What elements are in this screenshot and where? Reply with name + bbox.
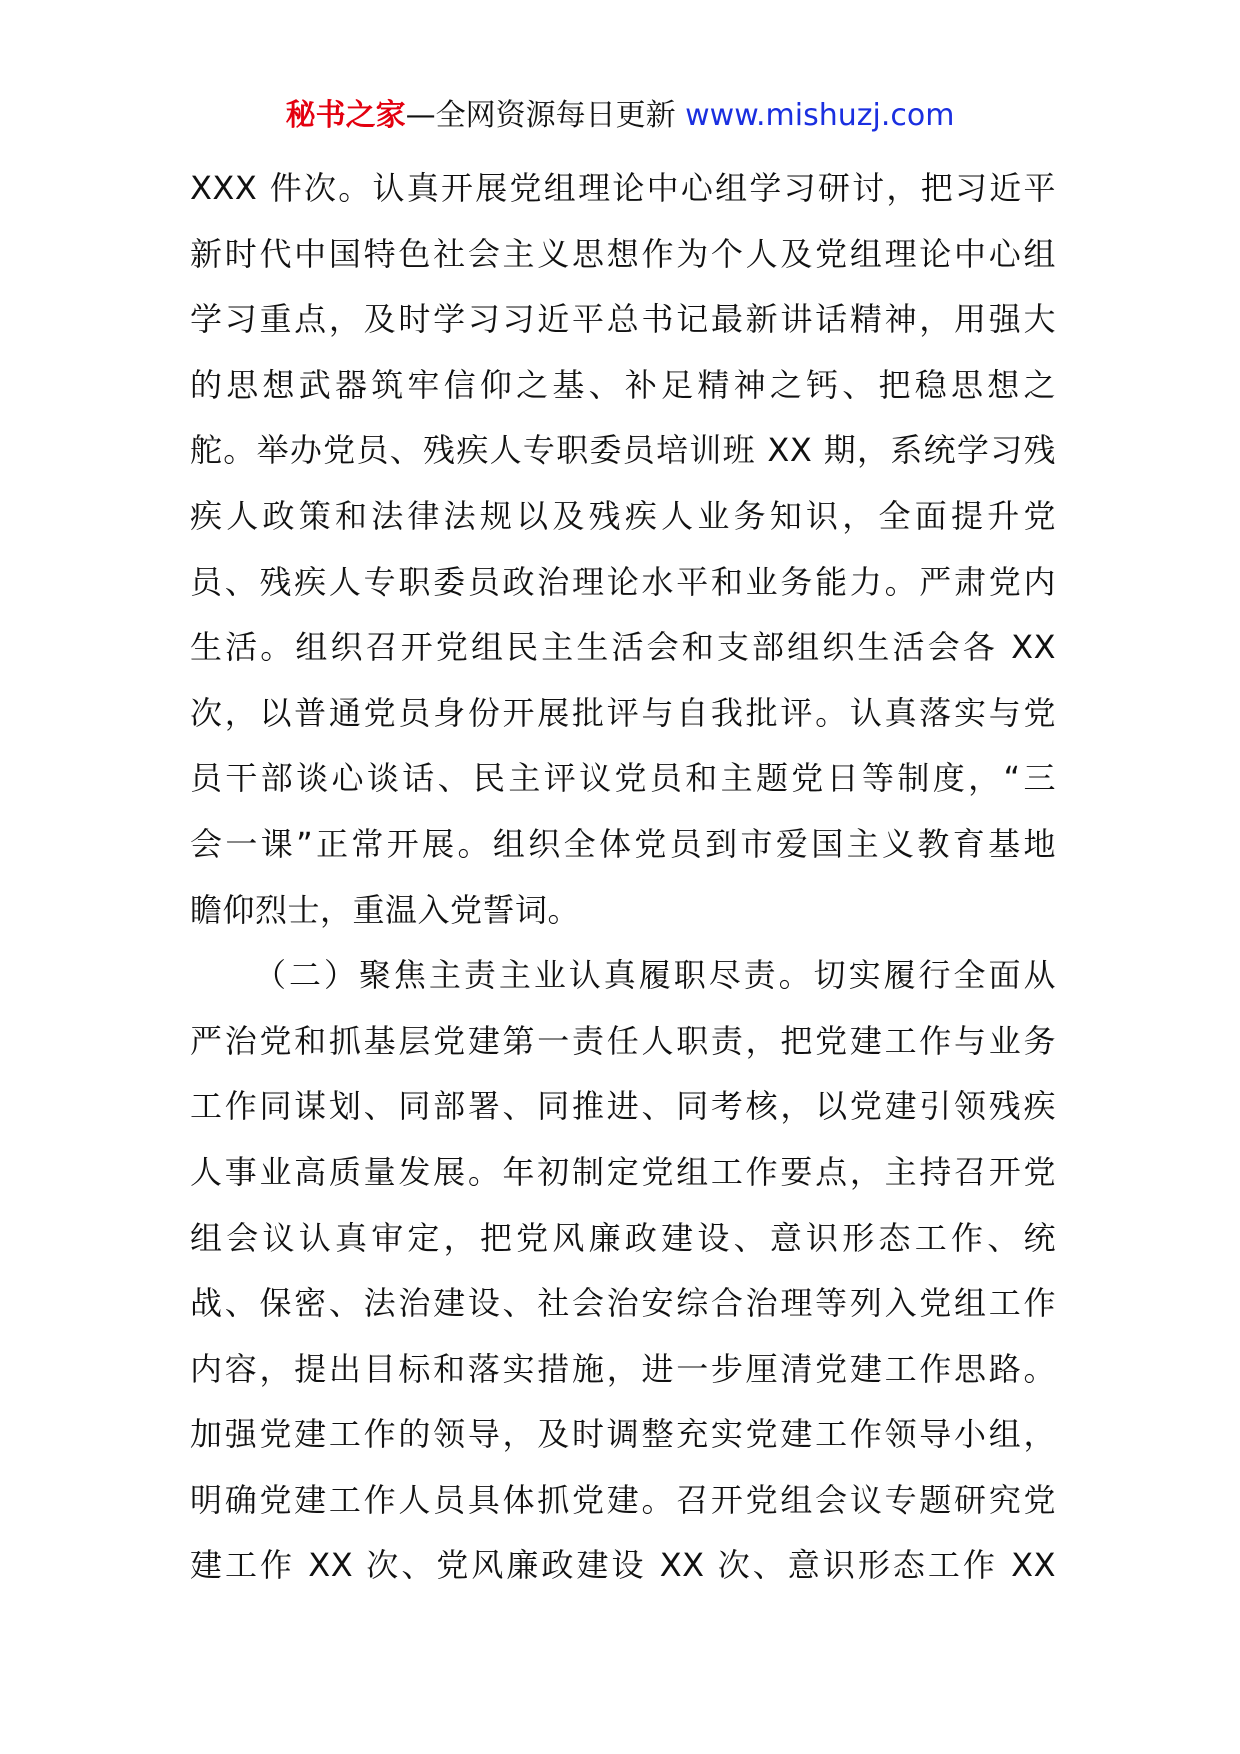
text-line: 新时代中国特色社会主义思想作为个人及党组理论中心组 bbox=[190, 234, 1056, 273]
text-line: 的思想武器筑牢信仰之基、补足精神之钙、把稳思想之 bbox=[190, 365, 1056, 404]
text-line: 学习重点，及时学习习近平总书记最新讲话精神，用强大 bbox=[190, 300, 1056, 339]
document-body bbox=[190, 158, 1056, 1601]
paragraph-end-line: 瞻仰烈士，重温入党誓词。 bbox=[190, 890, 581, 929]
text-line: 员、残疾人专职委员政治理论水平和业务能力。严肃党内 bbox=[190, 562, 1056, 601]
header-tagline: —全网资源每日更新 bbox=[405, 98, 676, 133]
text-line: 会一课”正常开展。组织全体党员到市爱国主义教育基地 bbox=[190, 824, 1056, 863]
text-line: 次，以普通党员身份开展批评与自我批评。认真落实与党 bbox=[190, 693, 1056, 732]
site-url-link[interactable]: www.mishuzj.com bbox=[685, 98, 955, 133]
text-line: 生活。组织召开党组民主生活会和支部组织生活会各 XX bbox=[190, 628, 1056, 667]
text-line: 人事业高质量发展。年初制定党组工作要点，主持召开党 bbox=[190, 1152, 1056, 1191]
site-header bbox=[0, 96, 1240, 136]
text-line: 严治党和抓基层党建第一责任人职责，把党建工作与业务 bbox=[190, 1021, 1056, 1060]
text-line: 加强党建工作的领导，及时调整充实党建工作领导小组， bbox=[190, 1415, 1056, 1454]
text-line: 明确党建工作人员具体抓党建。召开党组会议专题研究党 bbox=[190, 1480, 1056, 1519]
text-line: 内容，提出目标和落实措施，进一步厘清党建工作思路。 bbox=[190, 1349, 1056, 1388]
brand-name: 秘书之家 bbox=[285, 98, 406, 133]
text-line: 员干部谈心谈话、民主评议党员和主题党日等制度，“三 bbox=[190, 759, 1056, 798]
text-line: 舵。举办党员、残疾人专职委员培训班 XX 期，系统学习残 bbox=[190, 431, 1056, 470]
text-line: 建工作 XX 次、党风廉政建设 XX 次、意识形态工作 XX bbox=[190, 1546, 1056, 1585]
section-heading-line: （二）聚焦主责主业认真履职尽责。切实履行全面从 bbox=[254, 956, 1056, 995]
text-line: 组会议认真审定，把党风廉政建设、意识形态工作、统 bbox=[190, 1218, 1056, 1257]
text-line: 工作同谋划、同部署、同推进、同考核，以党建引领残疾 bbox=[190, 1087, 1056, 1126]
text-line: XXX 件次。认真开展党组理论中心组学习研讨，把习近平 bbox=[190, 169, 1056, 207]
text-line: 战、保密、法治建设、社会治安综合治理等列入党组工作 bbox=[190, 1284, 1056, 1323]
text-line: 疾人政策和法律法规以及残疾人业务知识，全面提升党 bbox=[190, 496, 1056, 535]
